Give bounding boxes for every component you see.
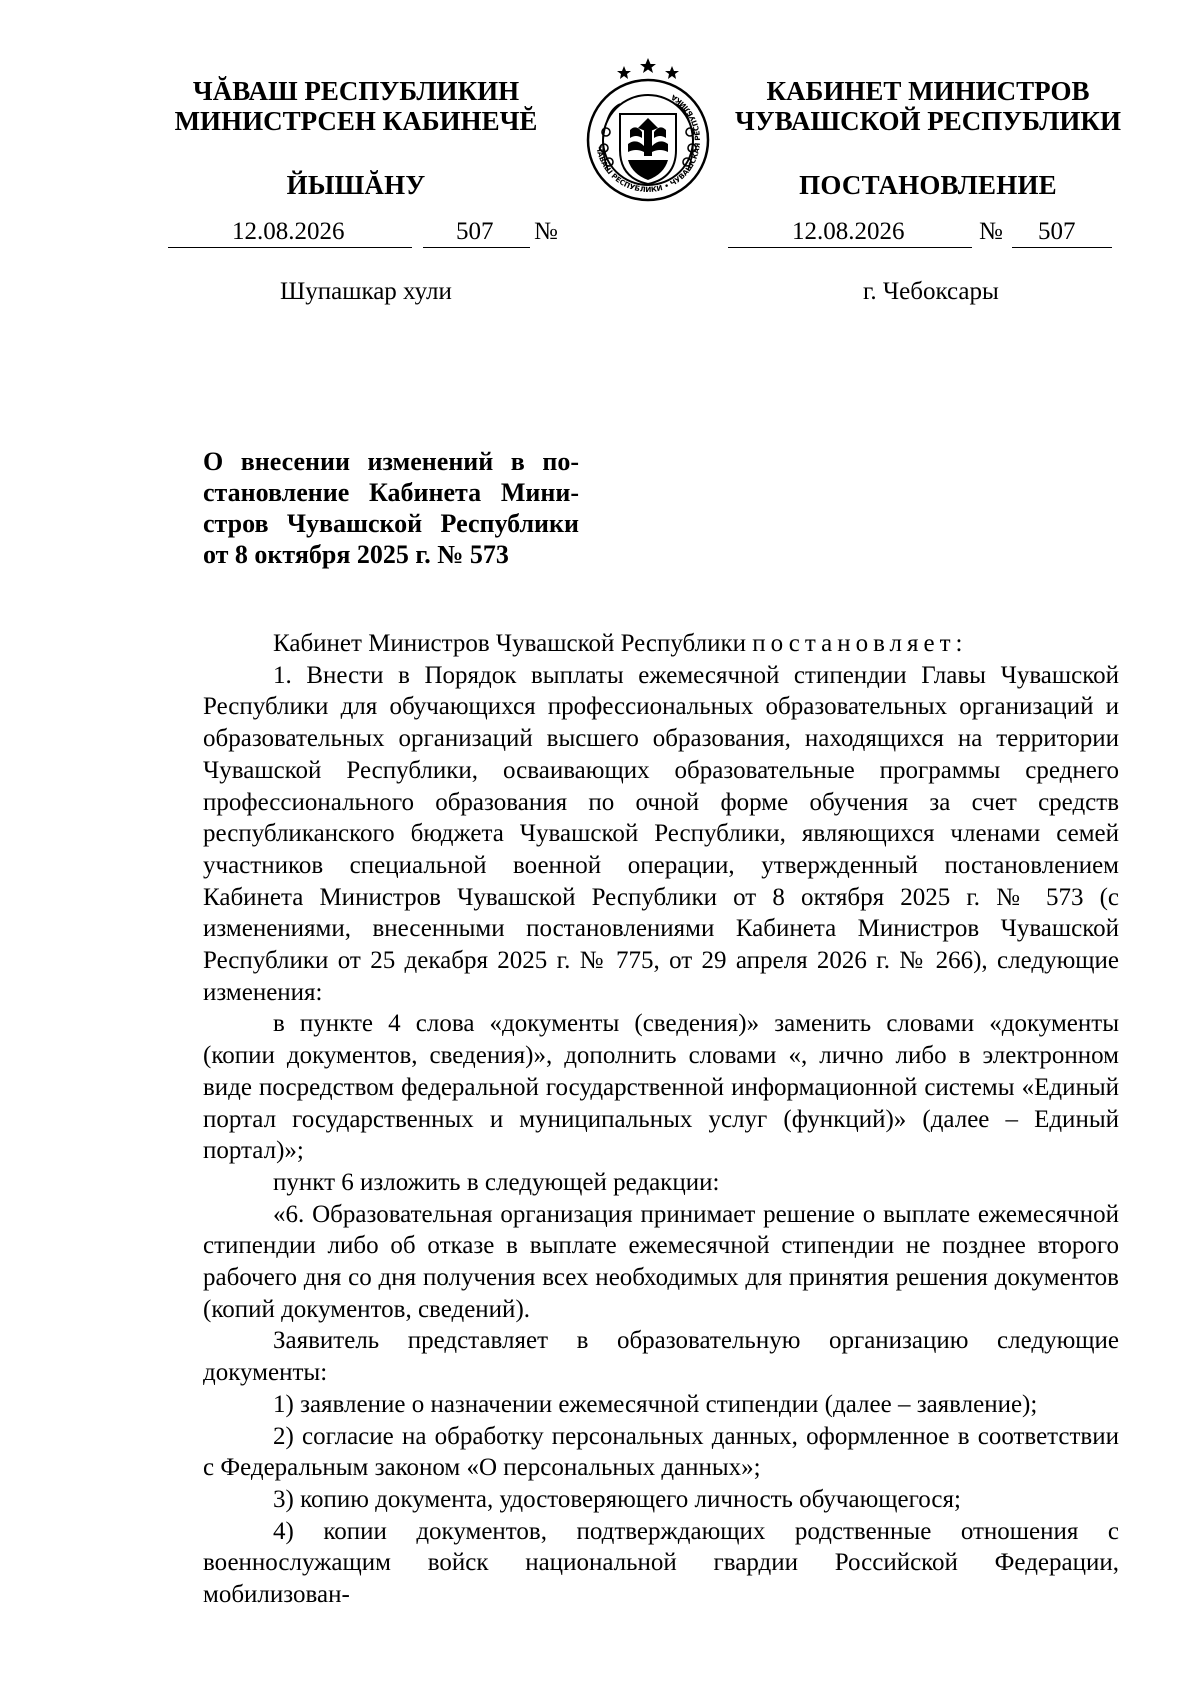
header-right-line2: ЧУВАШСКОЙ РЕСПУБЛИКИ (735, 106, 1121, 136)
title-line: стров Чувашской Республики (203, 509, 579, 538)
left-number-sign: № (534, 218, 558, 245)
left-city: Шупашкар хули (280, 278, 452, 305)
body-paragraph: в пункте 4 слова «документы (сведения)» заменить словами «документы (копии документов, сведения)», дополнить словами «, лично либо в электронном виде посредством федеральной государственной информационной системы «Единый портал государственных и муниципальных услуг (функций)» (далее – Единый портал)»; (203, 1010, 1119, 1165)
left-date: 12.08.2026 (232, 218, 345, 245)
body-paragraph: 1) заявление о назначении ежемесячной стипендии (далее – заявление); (273, 1390, 1038, 1418)
body-paragraph: 4) копии документов, подтверждающих родственные отношения с военнослужащим войск национальной гвардии Российской Федерации, мобилизован- (203, 1517, 1119, 1609)
intro-subject: Кабинет Министров Чувашской Республики (273, 630, 747, 657)
header-left-doc-kind: ЙЫШĂНУ (286, 170, 426, 200)
header-right-doc-kind: ПОСТАНОВЛЕНИЕ (799, 170, 1057, 200)
header-left-line2: МИНИСТРСЕН КАБИНЕЧĔ (174, 106, 538, 136)
right-number-sign: № (979, 218, 1003, 245)
header-right-line1: КАБИНЕТ МИНИСТРОВ (766, 76, 1090, 106)
body-paragraph: 1. Внести в Порядок выплаты ежемесячной стипендии Главы Чувашской Республики для обучающихся профессиональных образовательных организаций и образовательных организаций высшего образования, находящихся на территории Чувашской Республики, осваивающих образовательные программы среднего профессионального образования по очной форме обучения за счет средств республиканского бюджета Чувашской Республики, являющихся членами семей участников специальной военной операции, утвержденный постановлением Кабинета Министров Чувашской Республики от 8 октября 2025 г. № 573 (с изменениями, внесенными постановлениями Кабинета Министров Чувашской Республики от 25 декабря 2025 г. № 775, от 29 апреля 2026 г. № 266), следующие изменения: (203, 661, 1119, 1006)
header-right (720, 76, 1136, 200)
header-left-line1: ЧĂВАШ РЕСПУБЛИКИН (192, 76, 520, 106)
title-line: О внесении изменений в по- (203, 447, 579, 476)
body-intro (203, 628, 1119, 660)
emblem-ring-text: ЧĂВАШ РЕСПУБЛИКИ • ЧУВАШСКАЯ РЕСПУБЛИКА (594, 92, 703, 195)
body-paragraph: пункт 6 изложить в следующей редакции: (273, 1168, 720, 1196)
body-paragraph: 3) копию документа, удостоверяющего личность обучающегося; (273, 1485, 961, 1513)
right-date: 12.08.2026 (792, 218, 905, 245)
left-date-number-row (168, 217, 568, 251)
intro-verb: постановляет: (752, 630, 968, 657)
right-number: 507 (1038, 218, 1076, 245)
document-body (203, 628, 1119, 1611)
right-city: г. Чебоксары (863, 278, 999, 305)
body-paragraph: 2) согласие на обработку персональных данных, оформленное в соответствии с Федеральным законом «О персональных данных»; (203, 1422, 1119, 1482)
title-line: от 8 октября 2025 г. № 573 (203, 540, 509, 569)
title-line: становление Кабинета Мини- (203, 478, 579, 507)
chuvash-coat-of-arms-icon (578, 52, 718, 202)
header-left (150, 76, 562, 200)
right-date-number-row (728, 217, 1118, 251)
body-paragraph: «6. Образовательная организация принимает решение о выплате ежемесячной стипендии либо об отказе в выплате ежемесячной стипендии не позднее второго рабочего дня со дня получения всех необходимых для принятия решения документов (копий документов, сведений). (203, 1200, 1119, 1323)
body-paragraph: Заявитель представляет в образовательную организацию следующие документы: (203, 1327, 1119, 1387)
document-title (203, 446, 579, 570)
left-number: 507 (456, 218, 494, 245)
